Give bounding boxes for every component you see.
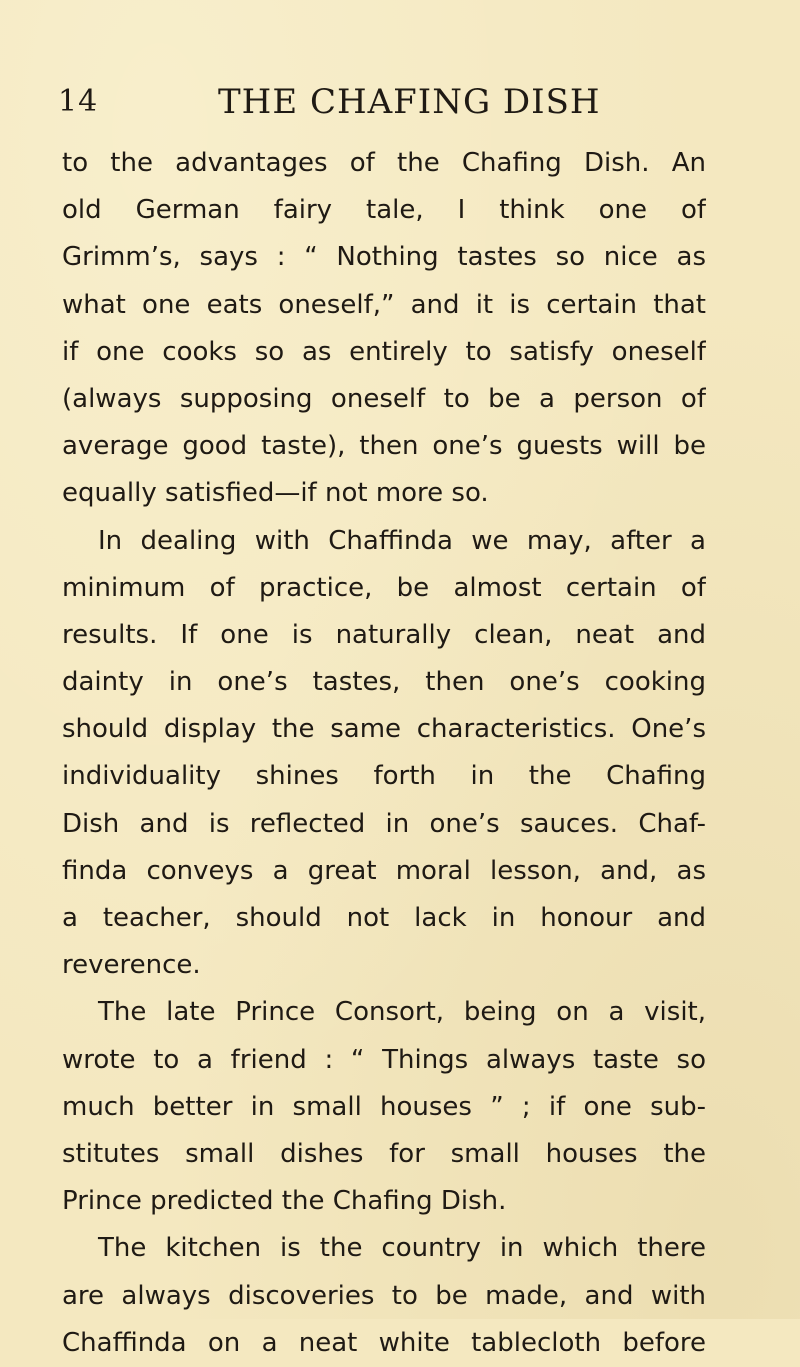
text-line: Dish and is reflected in one’s sauces. Chaf- xyxy=(62,808,706,839)
text-line: average good taste), then one’s guests will be xyxy=(62,431,706,462)
text-line: are always discoveries to be made, and with xyxy=(62,1280,706,1311)
text-line: The kitchen is the country in which there xyxy=(98,1233,706,1264)
text-line: Chaffinda on a neat white tablecloth before xyxy=(62,1327,706,1358)
text-line: individuality shines forth in the Chafing xyxy=(62,761,706,792)
body-text xyxy=(62,140,706,1367)
page-number: 14 xyxy=(58,84,99,119)
running-head xyxy=(58,82,748,130)
text-line: wrote to a friend : “ Things always taste so xyxy=(62,1044,706,1075)
text-line: Grimm’s, says : “ Nothing tastes so nice as xyxy=(62,242,706,273)
text-line: reverence. xyxy=(62,950,201,981)
text-line: stitutes small dishes for small houses the xyxy=(62,1138,706,1169)
text-line: Prince predicted the Chafing Dish. xyxy=(62,1186,507,1217)
text-line: dainty in one’s tastes, then one’s cooking xyxy=(62,667,706,698)
running-title: THE CHAFING DISH xyxy=(218,82,601,122)
text-line: minimum of practice, be almost certain of xyxy=(62,572,706,603)
text-line: old German fairy tale, I think one of xyxy=(62,195,706,226)
text-line: In dealing with Chaffinda we may, after a xyxy=(98,525,706,556)
text-line: results. If one is naturally clean, neat and xyxy=(62,619,706,650)
text-line: what one eats oneself,” and it is certain that xyxy=(62,289,706,320)
text-line: to the advantages of the Chafing Dish. An xyxy=(62,148,706,178)
text-line: (always supposing oneself to be a person of xyxy=(62,383,706,414)
text-line: a teacher, should not lack in honour and xyxy=(62,903,706,933)
text-line: equally satisfied—if not more so. xyxy=(62,478,489,509)
text-line: much better in small houses ” ; if one sub- xyxy=(62,1091,706,1122)
text-line: should display the same characteristics. One’s xyxy=(62,714,706,745)
text-line: if one cooks so as entirely to satisfy oneself xyxy=(62,336,706,367)
text-line: The late Prince Consort, being on a visit, xyxy=(98,997,706,1028)
text-line: finda conveys a great moral lesson, and, as xyxy=(62,855,706,886)
